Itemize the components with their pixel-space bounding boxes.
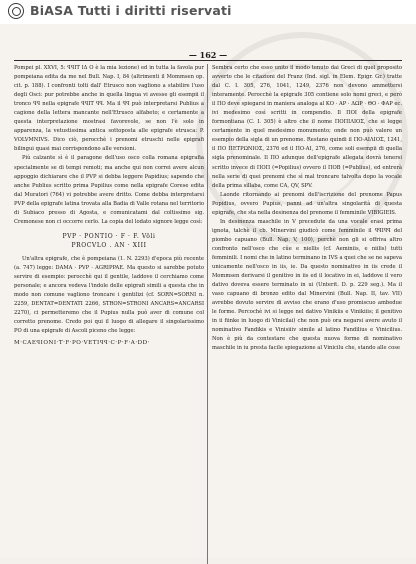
- header-rule: [14, 60, 402, 61]
- right-paragraph-3: In desinenza maschile in V precedute da una vocale erasi prima ignota, talchè il cb. Minervini giudicò come femminile il ꟼꟼIꟼꟼ del piombo capuano (Bull. Nap. V, 100), perchè non gli si offriva altro confronto nell'osco che cŭe e niellis (cf. Aeminiis, e niilis) tutti femminili. I nomi che in latino terminano in IVS a quei che se ne sapeva unicamente nell'osco in iis, ie. Da questo nominativo in iis crede il Mommsen derivarsi il genitivo in iis ed il locativo in ei, laddove il vero dativo doveva essere terminato in ui (Unterit. D. p. 229 seg.). Ma il vaso capuano di bronzo edito dal Minervini (Bull. Nap. II, tav. VII) avrebbe dovuto servire di avviso che erano d'uso promiscuo ambedue le forme. Percochè ivi si legge nel dativo Vinikiis e Vinikiiis; il genitivo in ii fiinke in luogo di Vinicilai) che non può ora negarsi avere avuto il nominativo Fandikis e Vinisiiiv simile al latino Fandilius e Vinicilius. Non è più da contestare che questa nuova forme di nominativo maschile in iu presta facile spiegazione al Vinicilu che, stando alle cose: [212, 218, 402, 352]
- library-logo-icon: [8, 3, 24, 19]
- right-paragraph-1: Sembra certo che esso unito il modo tenuto dai Greci di quel proposito avverto che le citazioni del Franz (Ind. sigl. in Elem. Epigr. Gr.) tratte dal C. I. 305, 276, 1041, 1249, 2376 non devono ammettersi interamente. Perocchè la epigrafe 305 contiene solo nomi greci, e però il ΠΟ deve spiegarsi in maniera analoga al ΚΟ · ΑΡ · ΔΩΡ · ΘΟ · ΦΑΡ ec. ivi medesimo così scritti in compendio. Il ΠΟΙ della epigrafe formontiana (C. I. 305) è altro che il nome ΠΟΠΙΛΙΟΣ, che si legge certamente in quel medesimo monumento; onde non può valere un esempio della sigla di un prenome. Restano quindi il ΠΟ·ΑΙΛΙΟΣ, 1241, il ΠΟ ΠΕΤΡΩΝΙΟΣ, 2376 ed il ΠΟ·ΑΙ, 276, come soli esempii di quella sigla prenominale. Il ΠΟ adunque dell'epigrafe allegata dovrà tenersi scritto invece di ΠΟΠ (=Popilius) ovvero il ΠΟΒ (=Publius), ed entrerà nella serie di quei prenomi che sì mal troncare talvolta dopo la vocale della prima sillaba, come CA, QV, SPV.: [212, 65, 402, 189]
- page-number: — 162 —: [188, 50, 228, 60]
- right-column: [212, 64, 402, 564]
- inscription-line: PVP · PONTIO · F · F. Völi: [62, 232, 156, 240]
- inscription-block: [14, 232, 204, 250]
- inscription-ascoli: M·CAEꟼIONI·T·F·PO·VETIꟼꟼ·C·P·F·A·DD·: [14, 340, 150, 347]
- left-column: [14, 64, 204, 564]
- site-banner: [0, 0, 416, 24]
- right-paragraph-2: Laonde ritornando ai prenomi dell'iscrizione del prenome Papus Popidius, ovvero Pupius, panni ad un'altra singolarità di questa epigrafe, che sta nella desinenza del prenome il femminile VIBIGIEIS.: [212, 191, 402, 216]
- left-paragraph-2: Più calzante sì è il paragone dell'uso osco colla romana epigrafia specialmente se di tempi remoti; ma anche qui non correi avere alcun appoggio dichiarare che il PVP si debba leggere Papidius; sapendo che anche Publius scritto prima Pupilius come nella epigrafe Corese edita dal Muratori (764) vi potrebbe avere dritto. Come debba interpretarsi PVP della epigrafe latina trovata alla Badia di Valle rotana nel territorio di Subiaco presso di Agosta, e comunicatami dal coltissimo sig. Cremonese non ci occorre cerlo. La copia del lodato signore legge così:: [14, 155, 204, 225]
- column-divider: [207, 64, 208, 564]
- scanned-page: [0, 24, 416, 557]
- inscription-line: PROCVLO . AN · XIII: [71, 241, 147, 249]
- banner-title: BiASA Tutti i diritti riservati: [30, 3, 232, 18]
- left-paragraph-3: Un'altra epigrafe, che è pompeiana (1. N. 2293) d'epoca più recente (a. 747) legge: DAMA · PVP · AGRIPPAE. Ma questo si sarebbe potuto servire di esempio: perocchè qui il gentile, laddove il cerchiamo come personale; e ancora vedeva l'indole delle epigrafi simili a questa che in modo non comune vagliono troncare i gentilizi (cf. SORN=SORNI n. 2259, DENTAT=DENTATI 2266, STRON=STRONI ANCARS=ANCARSI 2270), ci permetteremo che il Pupius nulla può aver di comune col corretto prenome. Credo poi qui il luogo di allegare il singolarissimo PO di una epigrafe di Ascoli piceno che legge:: [14, 255, 204, 335]
- left-paragraph-1: Pompei pl. XXVI, 5: ꟼꟼIT ΙΔ O è la mia lezione) ed in tutta la favola pur pompeiana edita da me nel Bull. Nap. I, 84 (altrimenti il Mommsen op. cit. p. 188). I confronti tolti dall' Etrusco non vagliono a stabilire l'uso degli Osci: pur potrebbe anche in quella lingua vi avesse gli esempii il tronco ꟼꟼ nella epigrafe ꟼꟼIT ꟼꟼ. Ma il ꟼꟼ può interpretarsi Publius a cagione della lettera mancante nell'Etrusco alfabeto; e certamente a questa interpretazione mostrasi favorevole, se non l'è solo in apparenza, la vetustissima antica sottoposta alle epigrafe etrusca: P. VOLVMNIVS. Dico ciò, perocchè i prenomi etruschi nelle epigrafi bilingui quasi mai corrispondono alle versioni.: [14, 65, 204, 153]
